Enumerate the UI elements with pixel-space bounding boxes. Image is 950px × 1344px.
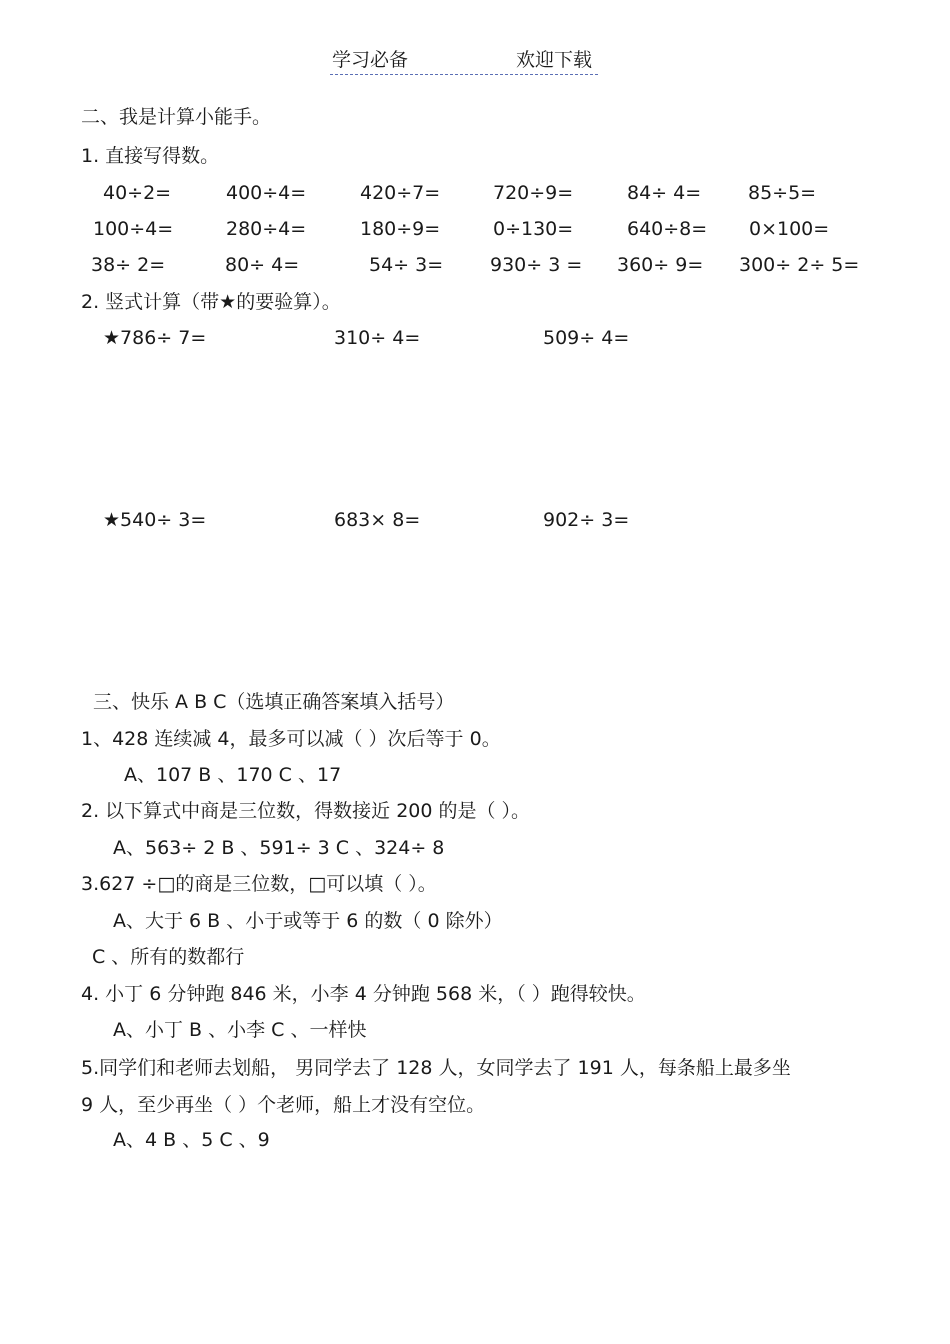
vertical-calc-item: ★540÷ 3= [103,509,207,531]
vertical-calc-item: ★786÷ 7= [103,327,207,349]
oral-item: 84÷ 4= [627,182,702,204]
oral-item: 930÷ 3 = [490,254,583,276]
oral-item: 640÷8= [627,218,708,240]
question-1-title: 1. 直接写得数。 [81,145,220,167]
oral-item: 0×100= [749,218,830,240]
section-2-title: 二、我是计算小能手。 [81,106,272,128]
oral-item: 80÷ 4= [225,254,300,276]
header-dashed-underline [330,74,598,75]
oral-item: 38÷ 2= [91,254,166,276]
mc-question-5-options: A、4 B 、5 C 、9 [113,1129,270,1151]
mc-question-4: 4. 小丁 6 分钟跑 846 米，小李 4 分钟跑 568 米，（ ）跑得较快。 [81,983,646,1005]
oral-item: 40÷2= [103,182,172,204]
mc-question-1-options: A、107 B 、170 C 、17 [124,764,342,786]
header-left-text: 学习必备 [332,49,409,71]
oral-item: 54÷ 3= [369,254,444,276]
vertical-calc-item: 902÷ 3= [543,509,630,531]
oral-item: 0÷130= [493,218,574,240]
section-3-title: 三、快乐 A B C（选填正确答案填入括号） [93,691,455,713]
mc-question-5-line-1: 5.同学们和老师去划船， 男同学去了 128 人，女同学去了 191 人，每条船上最多坐 [81,1057,791,1079]
oral-item: 180÷9= [360,218,441,240]
oral-item: 100÷4= [93,218,174,240]
vertical-calc-item: 683× 8= [334,509,421,531]
oral-item: 420÷7= [360,182,441,204]
oral-item: 300÷ 2÷ 5= [739,254,860,276]
oral-item: 85÷5= [748,182,817,204]
mc-question-2-options: A、563÷ 2 B 、591÷ 3 C 、324÷ 8 [113,837,445,859]
oral-item: 280÷4= [226,218,307,240]
mc-question-3: 3.627 ÷□的商是三位数，□可以填（ ）。 [81,873,437,895]
mc-question-1: 1、428 连续减 4，最多可以减（ ）次后等于 0。 [81,728,501,750]
mc-question-2: 2. 以下算式中商是三位数，得数接近 200 的是（ ）。 [81,800,531,822]
mc-question-5-line-2: 9 人，至少再坐（ ）个老师，船上才没有空位。 [81,1094,486,1116]
header-right-text: 欢迎下载 [516,49,593,71]
question-2-title: 2. 竖式计算（带★的要验算）。 [81,291,341,313]
oral-item: 400÷4= [226,182,307,204]
vertical-calc-item: 509÷ 4= [543,327,630,349]
oral-item: 720÷9= [493,182,574,204]
mc-question-4-options: A、小丁 B 、小李 C 、一样快 [113,1019,367,1041]
mc-question-3-options-cont: C 、所有的数都行 [92,946,245,968]
vertical-calc-item: 310÷ 4= [334,327,421,349]
oral-item: 360÷ 9= [617,254,704,276]
mc-question-3-options: A、大于 6 B 、小于或等于 6 的数（ 0 除外） [113,910,503,932]
